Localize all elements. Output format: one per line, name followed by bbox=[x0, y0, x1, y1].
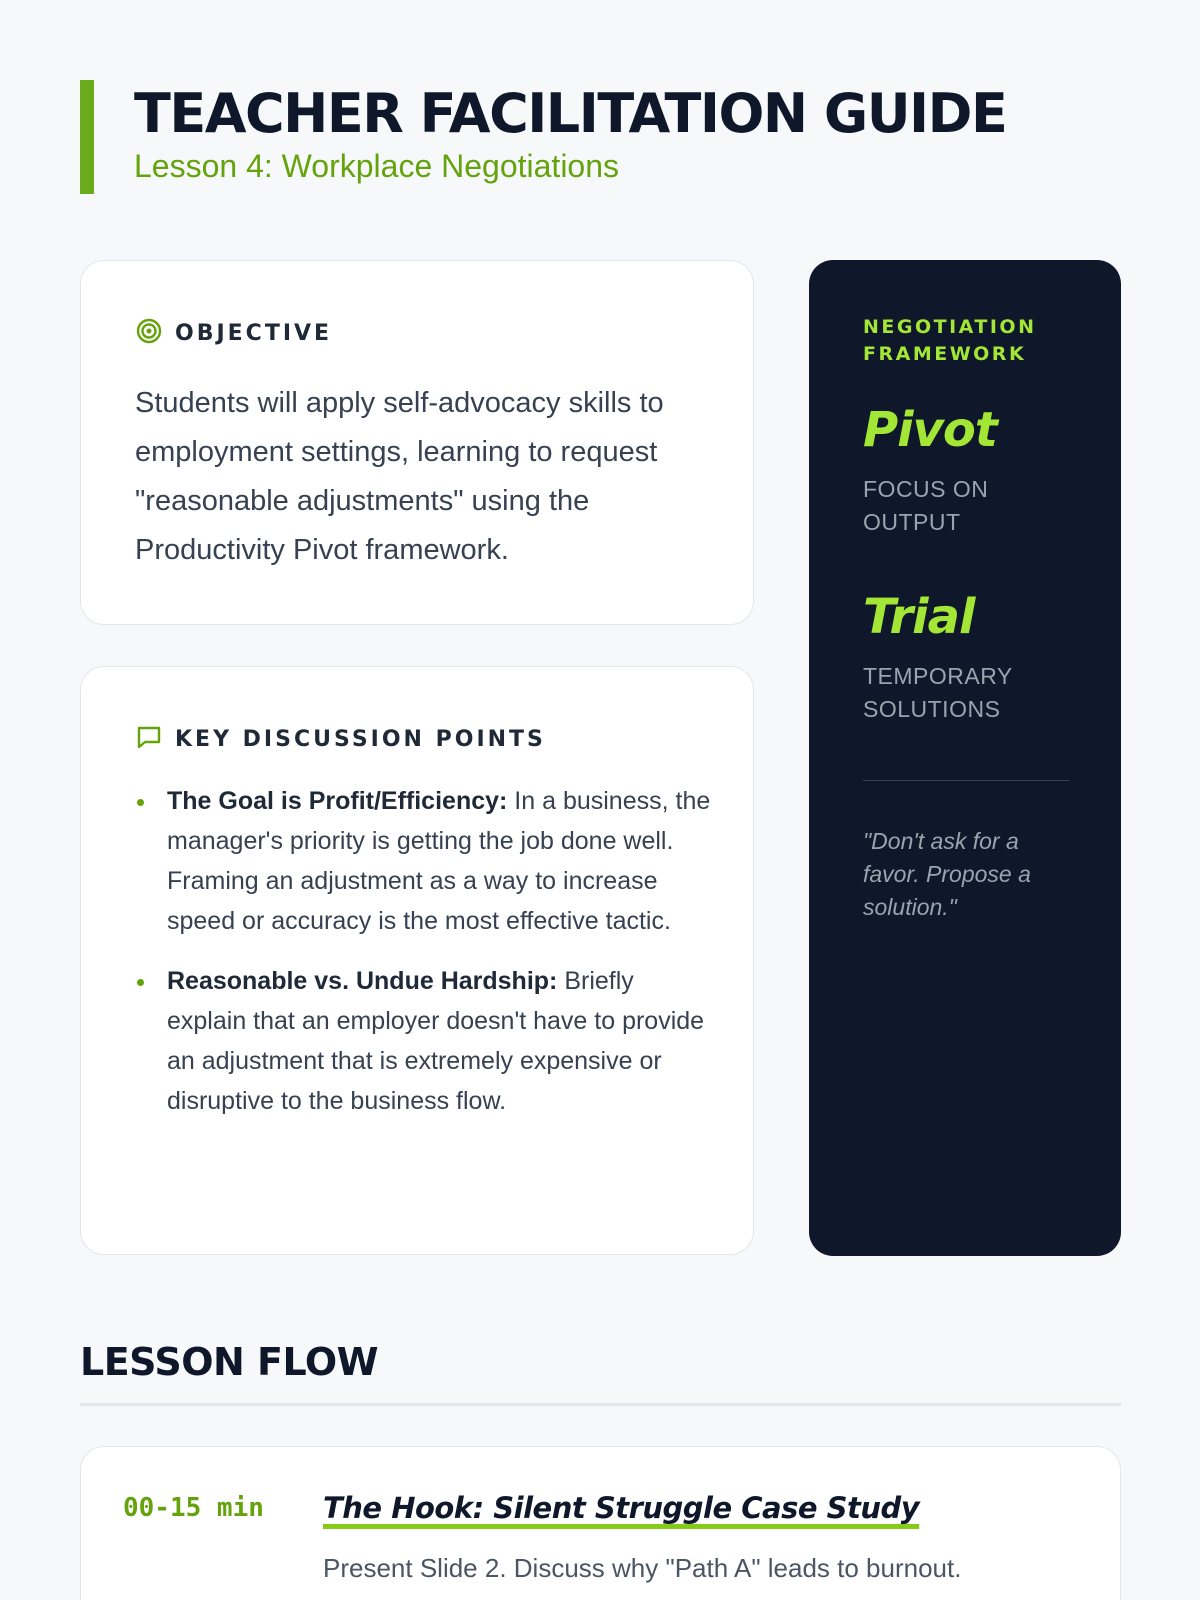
lesson-subtitle: Lesson 4: Workplace Negotiations bbox=[134, 148, 620, 184]
objective-card bbox=[80, 260, 754, 625]
discussion-header bbox=[135, 723, 546, 756]
step-time: 00-15 min bbox=[123, 1493, 264, 1523]
list-item bbox=[135, 781, 715, 941]
framework-desc-pivot: FOCUS ON OUTPUT bbox=[863, 476, 989, 535]
framework-term-trial: Trial bbox=[863, 589, 975, 645]
discussion-label: KEY DISCUSSION POINTS bbox=[175, 727, 546, 752]
framework-term-pivot: Pivot bbox=[863, 402, 997, 458]
target-icon bbox=[135, 317, 163, 350]
discussion-points-list bbox=[135, 781, 715, 1141]
objective-text: Students will apply self-advocacy skills to employment settings, learning to request "reasonable adjustments" using the Productivity Pivot framework. bbox=[135, 387, 664, 566]
point-heading: Reasonable vs. Undue Hardship: bbox=[167, 967, 558, 995]
step-description: Present Slide 2. Discuss why "Path A" leads to burnout. bbox=[323, 1553, 962, 1583]
framework-desc-trial: TEMPORARY SOLUTIONS bbox=[863, 663, 1013, 722]
page-header bbox=[80, 80, 1006, 194]
point-text: Briefly explain that an employer doesn't have to provide an adjustment that is extremely expensive or disruptive to the business flow. bbox=[167, 967, 705, 1115]
page-title: TEACHER FACILITATION GUIDE bbox=[134, 82, 1007, 145]
point-text: In a business, the manager's priority is getting the job done well. Framing an adjustment as a way to increase speed or accuracy is the most effective tactic. bbox=[167, 787, 711, 935]
lesson-flow-title: LESSON FLOW bbox=[80, 1340, 379, 1384]
framework-divider bbox=[863, 780, 1069, 781]
objective-label: OBJECTIVE bbox=[175, 321, 333, 346]
lesson-step-card bbox=[80, 1446, 1121, 1600]
step-title: The Hook: Silent Struggle Case Study bbox=[323, 1491, 920, 1525]
framework-quote: "Don't ask for a favor. Propose a solution." bbox=[863, 828, 1031, 920]
framework-panel bbox=[809, 260, 1121, 1256]
list-item bbox=[135, 961, 715, 1121]
objective-header bbox=[135, 317, 332, 350]
chat-bubble-icon bbox=[135, 723, 163, 756]
discussion-card bbox=[80, 666, 754, 1255]
point-heading: The Goal is Profit/Efficiency: bbox=[167, 787, 508, 815]
section-divider bbox=[80, 1403, 1121, 1406]
framework-eyebrow: NEGOTIATION FRAMEWORK bbox=[863, 316, 1037, 365]
